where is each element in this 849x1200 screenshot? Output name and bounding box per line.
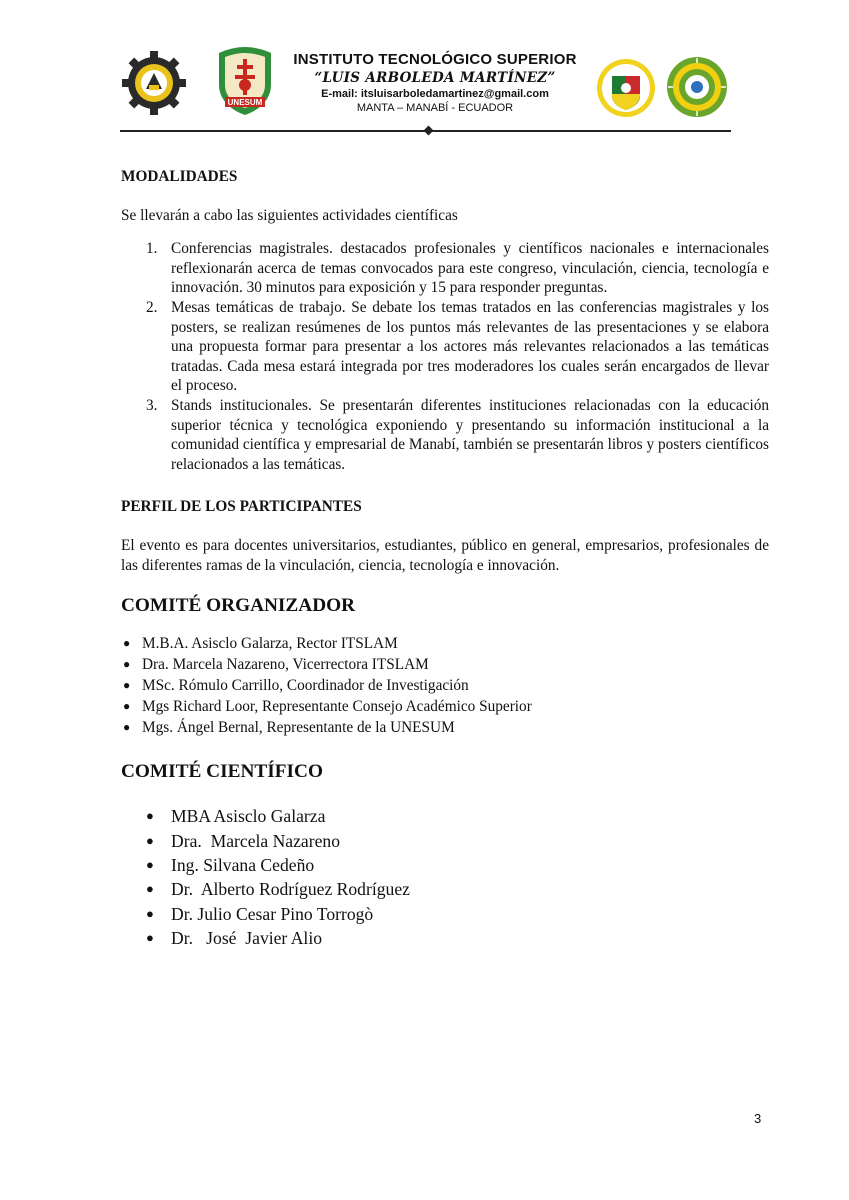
bullet-icon: ● (123, 699, 131, 714)
bullet-icon: ● (123, 636, 131, 651)
bullet-icon: ● (123, 657, 131, 672)
member-name: Dr. Julio Cesar Pino Torrogò (171, 903, 374, 924)
activity-item (146, 396, 769, 474)
activity-text: Mesas temáticas de trabajo. Se debate los temas tratados en las conferencias magistrales y los posters, se realizan resúmenes de los puntos más relevantes de las presentaciones y se elabora una propuesta formar para presentar a los actores más relevantes relacionados a las temáticas tratadas. Cada mesa estará integrada por tres moderadores los cuales serán encargados de llevar el proceso. (171, 298, 769, 395)
bullet-icon: ● (123, 720, 131, 735)
modalidades-intro: Se llevarán a cabo las siguientes actividades científicas (121, 206, 458, 224)
member-name: Dr. José Javier Alio (171, 928, 322, 949)
activity-item (146, 239, 769, 298)
page-number: 3 (754, 1111, 762, 1126)
comite-cientifico-heading: COMITÉ CIENTÍFICO (121, 761, 323, 783)
member-name: Ing. Silvana Cedeño (171, 854, 315, 875)
activity-item (146, 298, 769, 396)
member-name: Dra. Marcela Nazareno (171, 830, 340, 851)
list-item (146, 829, 769, 853)
list-item (146, 804, 769, 828)
bullet-icon: ● (123, 678, 131, 693)
institution-location: MANTA – MANABÍ - ECUADOR (356, 102, 514, 114)
bullet-icon: ● (146, 808, 154, 824)
perfil-heading: PERFIL DE LOS PARTICIPANTES (121, 498, 362, 516)
gear-emblem-icon (122, 51, 186, 115)
bullet-icon: ● (146, 881, 154, 897)
member-name: MBA Asisclo Galarza (171, 806, 326, 827)
unesum-logo-text: UNESUM (227, 98, 263, 107)
list-item (146, 877, 769, 901)
comite-organizador-list (121, 633, 769, 738)
member-name: Mgs. Ángel Bernal, Representante de la UNESUM (142, 719, 455, 737)
bullet-icon: ● (146, 905, 154, 921)
list-item (123, 675, 769, 696)
list-item (146, 853, 769, 877)
bullet-icon: ● (146, 856, 154, 872)
institution-block (280, 50, 590, 115)
member-name: Dra. Marcela Nazareno, Vicerrectora ITSLAM (142, 656, 429, 674)
list-item (123, 717, 769, 738)
modalidades-heading: MODALIDADES (121, 168, 238, 185)
activities-list (121, 239, 769, 474)
university-shield-icon (213, 45, 277, 117)
header-divider-ornament (424, 126, 434, 136)
list-item (123, 654, 769, 675)
comite-organizador-heading: COMITÉ ORGANIZADOR (121, 595, 356, 617)
bullet-icon: ● (146, 832, 154, 848)
document-body (121, 167, 769, 951)
bullet-icon: ● (146, 930, 154, 946)
institution-subtitle: “LUIS ARBOLEDA MARTÍNEZ” (314, 70, 556, 86)
technical-university-badge-icon (596, 58, 656, 118)
perfil-text: El evento es para docentes universitarios, estudiantes, público en general, empresarios, profesionales de las diferentes ramas de la vinculación, ciencia, tecnología e innovación. (121, 536, 769, 574)
institute-seal-icon (666, 56, 728, 118)
list-item (123, 696, 769, 717)
activity-number: 1. (146, 240, 158, 258)
member-name: Dr. Alberto Rodríguez Rodríguez (171, 879, 410, 900)
activity-number: 2. (146, 298, 158, 316)
activity-text: Conferencias magistrales. destacados profesionales y científicos nacionales e internacionales reflexionarán acerca de temas convocados para este congreso, vinculación, ciencia, tecnología e innovación. 30 minutos para exposición y 15 para responder preguntas. (171, 240, 769, 297)
document-header (0, 0, 849, 140)
member-name: M.B.A. Asisclo Galarza, Rector ITSLAM (142, 635, 398, 653)
list-item (146, 926, 769, 950)
institution-email: E-mail: itsluisarboledamartinez@gmail.com (321, 88, 549, 100)
activity-number: 3. (146, 396, 158, 414)
comite-cientifico-list (121, 804, 769, 950)
institution-name: INSTITUTO TECNOLÓGICO SUPERIOR (293, 51, 577, 68)
list-item (146, 902, 769, 926)
activity-text: Stands institucionales. Se presentarán diferentes instituciones relacionadas con la educación superior técnica y tecnológica exponiendo y presentando su información institucional a la comunidad científica y empresarial de Manabí, también se presentarán libros y posters científicos relacionados a las temáticas. (171, 396, 769, 473)
list-item (123, 633, 769, 654)
member-name: MSc. Rómulo Carrillo, Coordinador de Investigación (142, 677, 469, 695)
member-name: Mgs Richard Loor, Representante Consejo Académico Superior (142, 698, 532, 716)
